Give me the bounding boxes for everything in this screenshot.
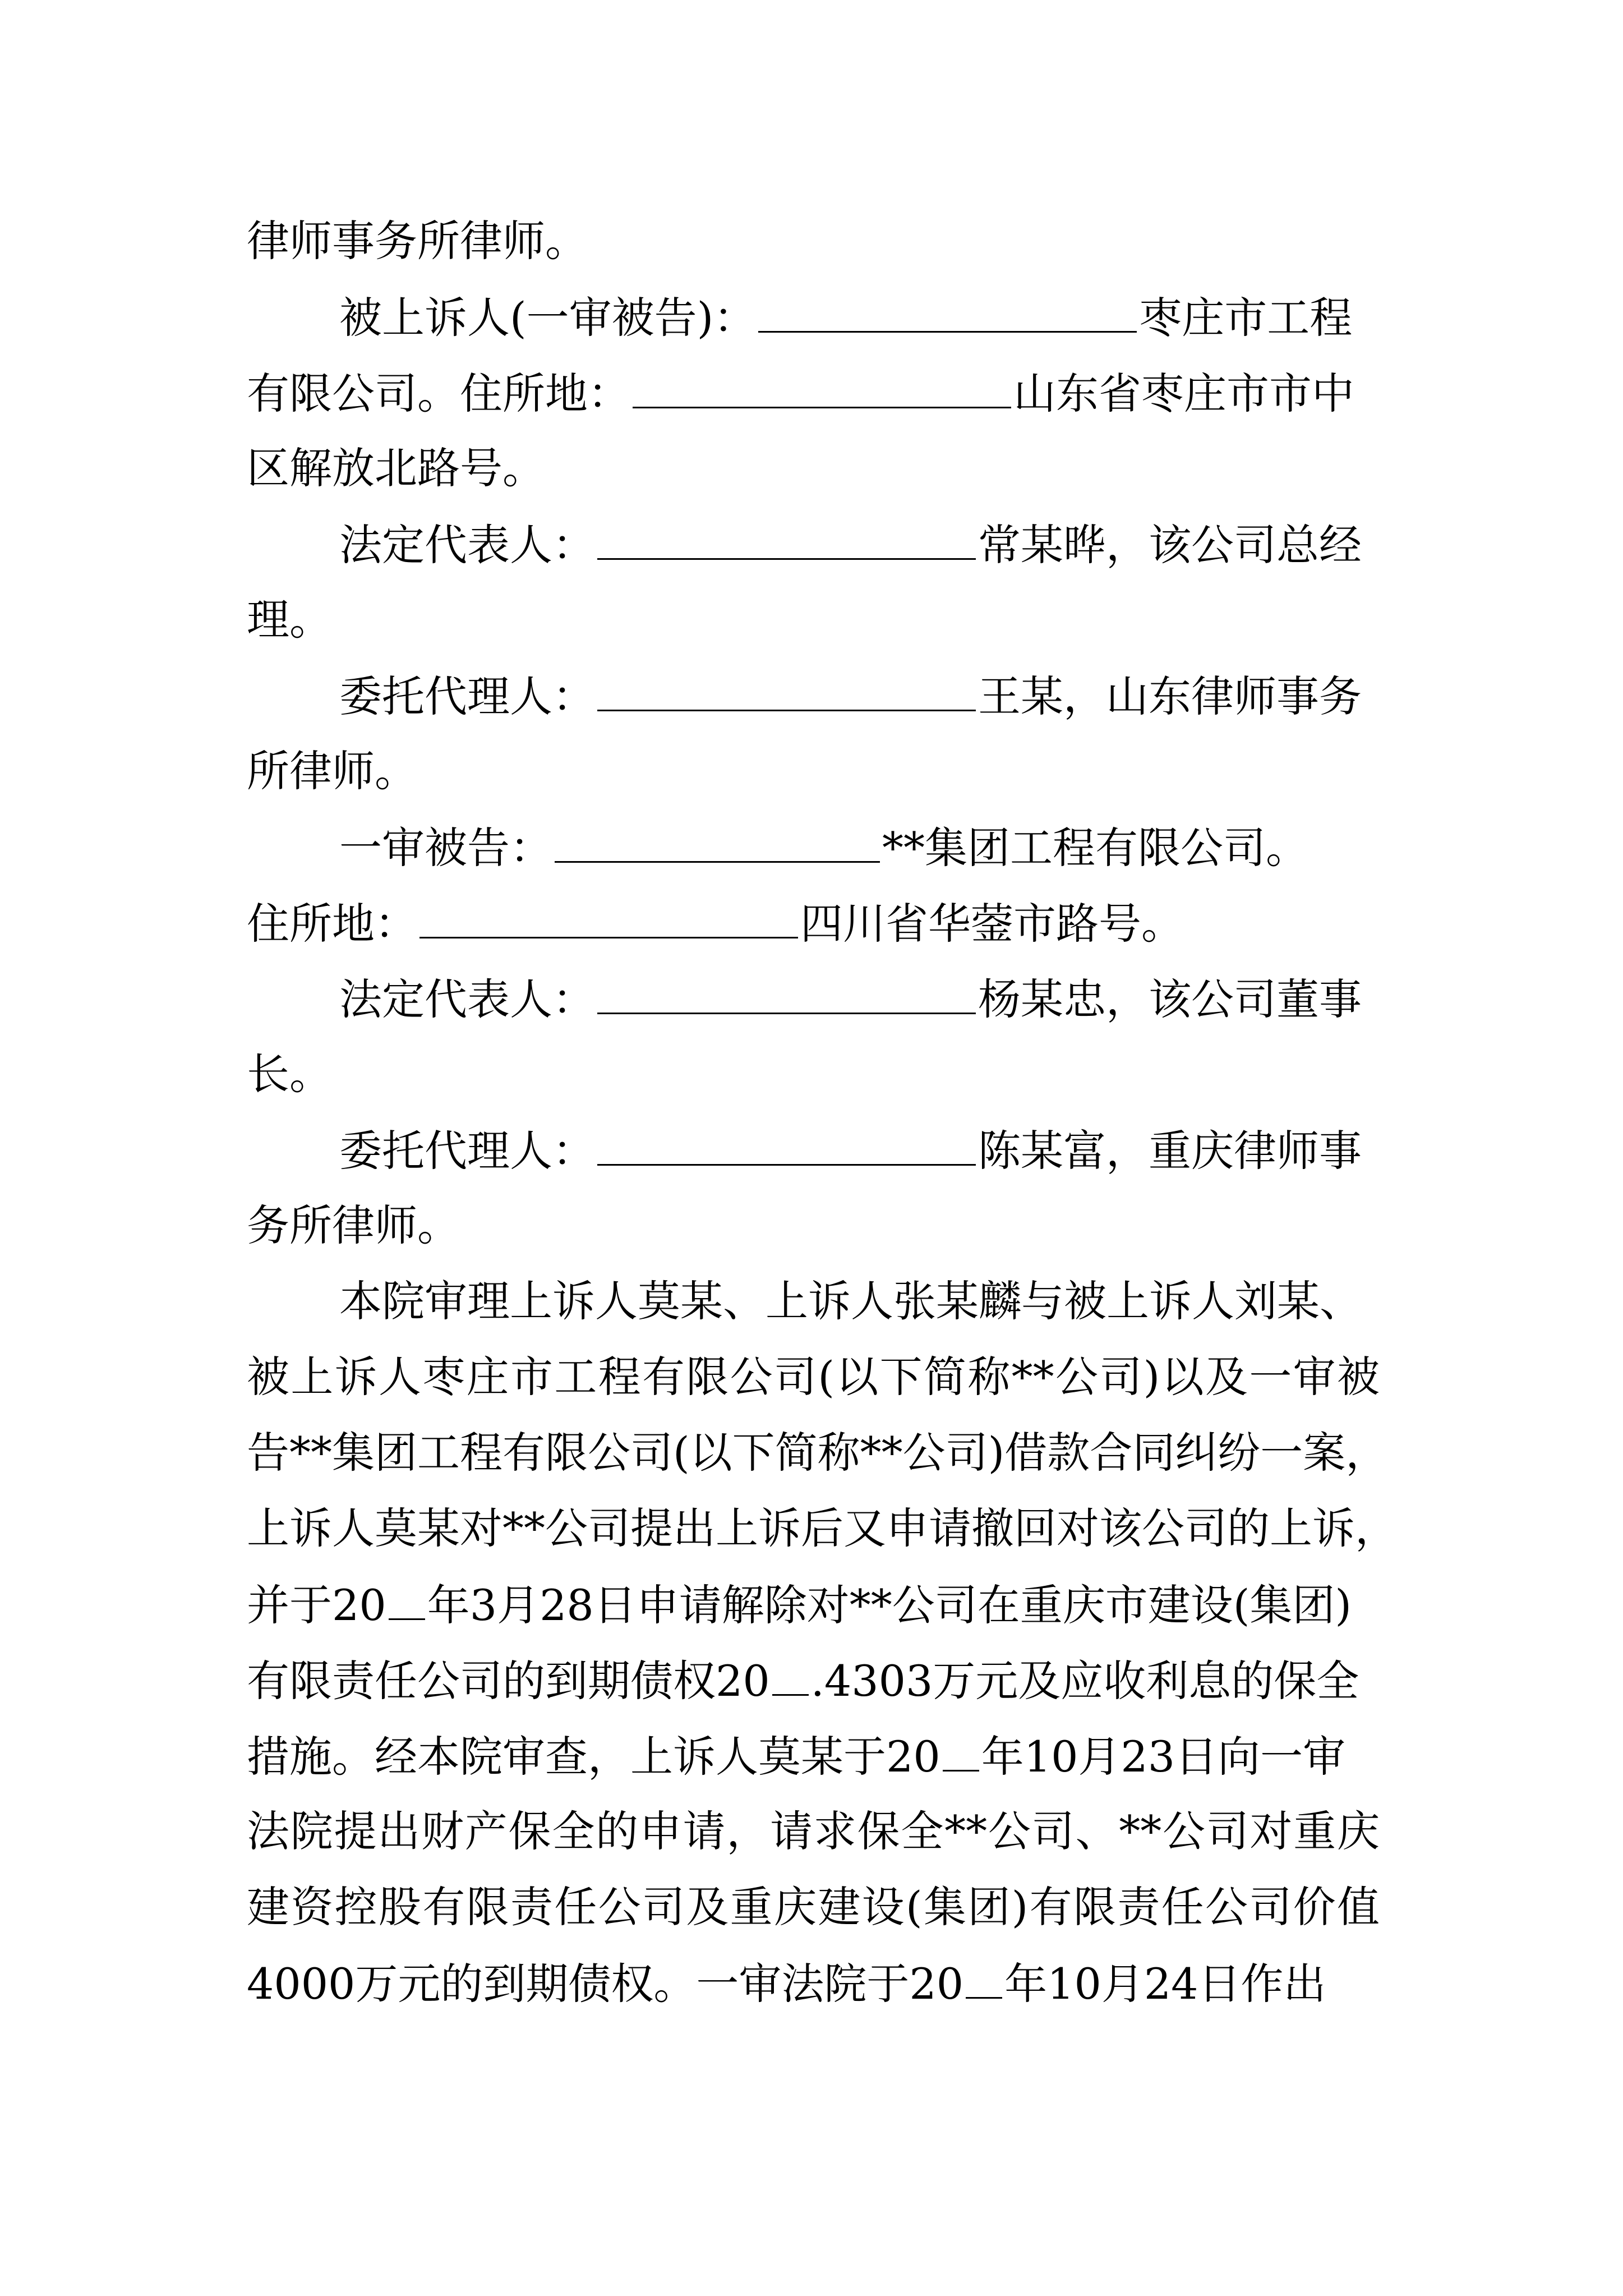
fill-blank [597,1119,976,1166]
text-line [247,362,1354,424]
paragraph-line [247,1573,1352,1635]
text-segment: 有限责任公司的到期债权20 [247,1656,770,1706]
fill-blank [772,1649,809,1696]
text-segment: 所律师。 [247,746,417,796]
paragraph-line: 上诉人莫某对**公司提出上诉后又申请撤回对该公司的上诉， [247,1503,1398,1553]
fill-blank [758,286,1137,333]
fill-blank [597,665,976,711]
fill-blank [966,1952,1002,1999]
text-line [339,513,1362,575]
text-line [247,438,545,499]
paragraph-line: 被上诉人枣庄市工程有限公司(以下简称**公司)以及一审被 [247,1352,1380,1402]
text-segment: 委托代理人： [339,671,595,721]
text-segment: 常某晔，该公司总经 [978,520,1362,570]
paragraph-line: 建资控股有限责任公司及重庆建设(集团)有限责任公司价值 [247,1882,1380,1932]
text-segment: 一审被告： [339,823,552,873]
text-line [339,816,1308,878]
fill-blank [555,816,880,863]
text-segment: .4303万元及应收利息的保全 [810,1656,1359,1706]
text-segment: 法定代表人： [339,520,595,570]
paragraph-line [247,1952,1326,2014]
text-segment: 委托代理人： [339,1126,595,1176]
text-segment: **集团工程有限公司。 [882,823,1308,873]
text-segment: 4000万元的到期债权。一审法院于20 [247,1959,964,2009]
text-segment: 山东省枣庄市市中 [1013,369,1354,418]
text-segment: 四川省华蓥市路号。 [800,899,1184,949]
paragraph-line: 告**集团工程有限公司(以下简称**公司)借款合同纠纷一案， [247,1428,1389,1478]
text-segment: 法定代表人： [339,974,595,1024]
text-segment: 王某，山东律师事务 [978,671,1362,721]
text-segment: 被上诉人(一审被告)： [339,293,757,343]
fill-blank [389,1573,425,1620]
text-line [339,286,1352,348]
text-segment: 年10月23日向一审 [981,1732,1346,1782]
text-segment: 年10月24日作出 [1004,1959,1326,2009]
text-line [339,665,1362,726]
text-segment: 律师事务所律师。 [247,216,588,266]
fill-blank [419,892,798,938]
text-segment: 本院审理上诉人莫某、上诉人张某麟与被上诉人刘某、 [339,1276,1362,1326]
text-segment: 有限公司。住所地： [247,369,630,418]
text-segment: 住所地： [247,899,417,949]
paragraph-line [247,1725,1345,1787]
text-line [339,1119,1362,1181]
fill-blank [597,513,976,560]
text-line [339,968,1362,1029]
paragraph-line [339,1271,1362,1332]
text-segment: 理。 [247,595,332,645]
paragraph-line: 法院提出财产保全的申请，请求保全**公司、**公司对重庆 [247,1806,1380,1856]
text-line [247,740,417,802]
text-segment: 措施。经本院审查，上诉人莫某于20 [247,1732,940,1782]
fill-blank [633,362,1011,408]
text-segment: 杨某忠，该公司董事 [978,974,1362,1024]
text-line [247,1195,460,1257]
text-segment: 枣庄市工程 [1139,293,1353,343]
text-segment: 年3月28日申请解除对**公司在重庆市建设(集团) [427,1580,1352,1630]
text-line [247,210,588,272]
text-segment: 区解放北路号。 [247,443,545,493]
text-line [247,1043,332,1105]
text-segment: 陈某富，重庆律师事 [978,1126,1362,1176]
fill-blank [597,968,976,1014]
fill-blank [943,1725,979,1772]
paragraph-line [247,1649,1359,1711]
text-segment: 务所律师。 [247,1200,460,1250]
text-segment: 长。 [247,1049,332,1099]
text-segment: 并于20 [247,1580,386,1630]
text-line [247,892,1184,954]
text-line [247,589,332,651]
